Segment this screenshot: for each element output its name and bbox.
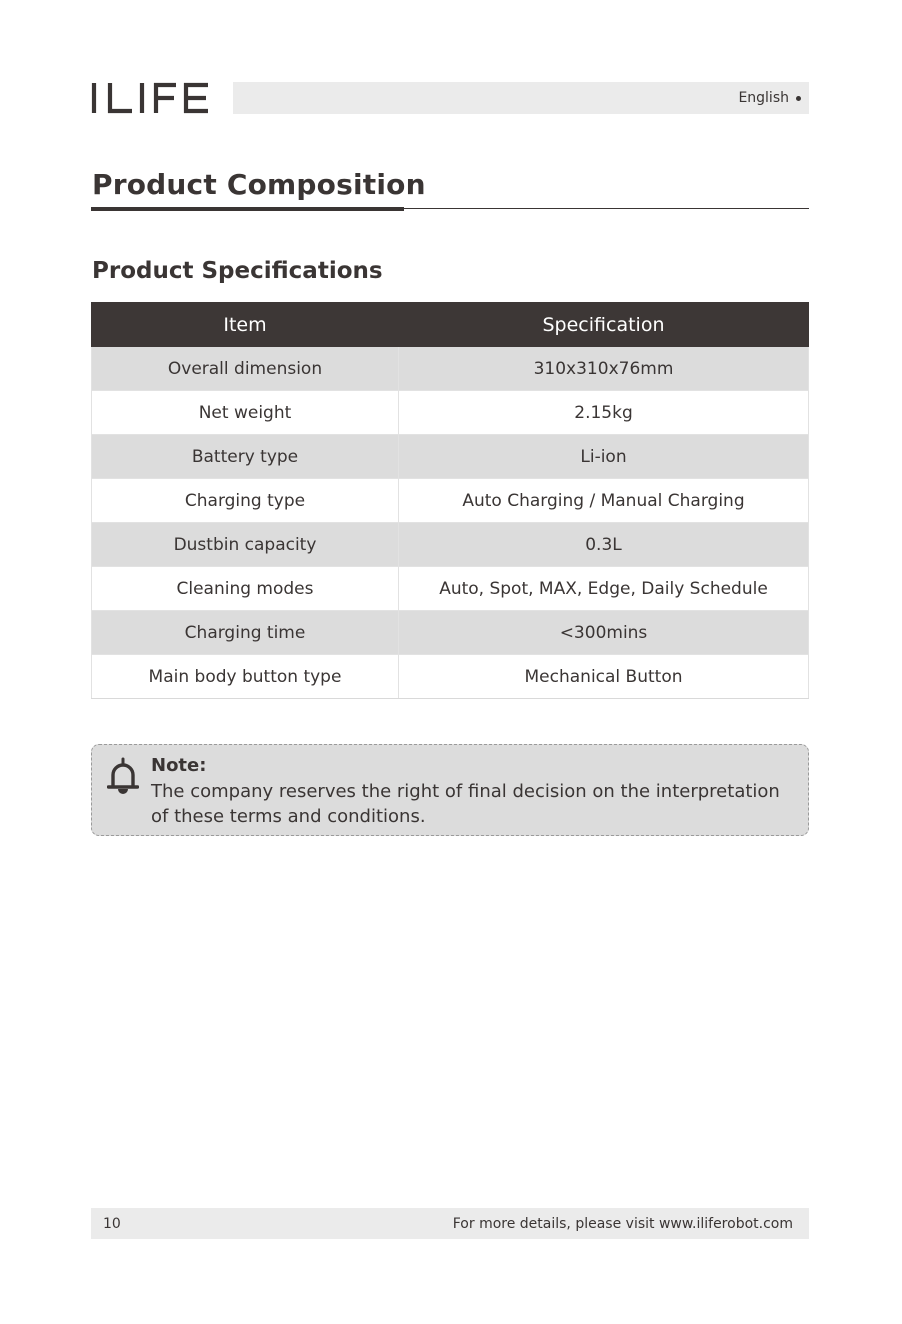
- item-cell: Cleaning modes: [92, 567, 399, 611]
- table-row: [92, 567, 809, 611]
- language-bar: [233, 82, 809, 114]
- page-number: 10: [103, 1215, 121, 1232]
- spec-cell: <300mins: [399, 611, 809, 655]
- header-specification: Specification: [399, 303, 809, 347]
- spec-cell: 0.3L: [399, 523, 809, 567]
- note-text: The company reserves the right of final decision on the interpretation of these terms and conditions.: [151, 781, 780, 827]
- footer-bar: [91, 1208, 809, 1239]
- title-underline: [91, 207, 404, 211]
- header-item: Item: [92, 303, 399, 347]
- table-header-row: [92, 303, 809, 347]
- spec-cell: Li-ion: [399, 435, 809, 479]
- item-cell: Battery type: [92, 435, 399, 479]
- item-cell: Net weight: [92, 391, 399, 435]
- spec-table: [91, 302, 809, 699]
- item-cell: Overall dimension: [92, 347, 399, 391]
- table-row: [92, 523, 809, 567]
- spec-cell: Auto, Spot, MAX, Edge, Daily Schedule: [399, 567, 809, 611]
- table-row: [92, 435, 809, 479]
- table-row: [92, 479, 809, 523]
- spec-cell: 310x310x76mm: [399, 347, 809, 391]
- bullet-dot-icon: [796, 96, 801, 101]
- spec-cell: 2.15kg: [399, 391, 809, 435]
- footer-website-text: For more details, please visit www.iliferobot.com: [452, 1215, 793, 1232]
- item-cell: Charging time: [92, 611, 399, 655]
- table-row: [92, 611, 809, 655]
- item-cell: Dustbin capacity: [92, 523, 399, 567]
- table-row: [92, 655, 809, 699]
- ilife-logo: [91, 79, 211, 117]
- section-title: Product Specifications: [92, 258, 383, 284]
- item-cell: Charging type: [92, 479, 399, 523]
- spec-cell: Auto Charging / Manual Charging: [399, 479, 809, 523]
- bell-icon: [107, 757, 139, 797]
- note-title: Note:: [151, 755, 207, 776]
- language-label: English: [738, 90, 789, 106]
- table-row: [92, 391, 809, 435]
- page-title: Product Composition: [92, 168, 426, 201]
- spec-cell: Mechanical Button: [399, 655, 809, 699]
- item-cell: Main body button type: [92, 655, 399, 699]
- table-row: [92, 347, 809, 391]
- note-box: [91, 744, 809, 836]
